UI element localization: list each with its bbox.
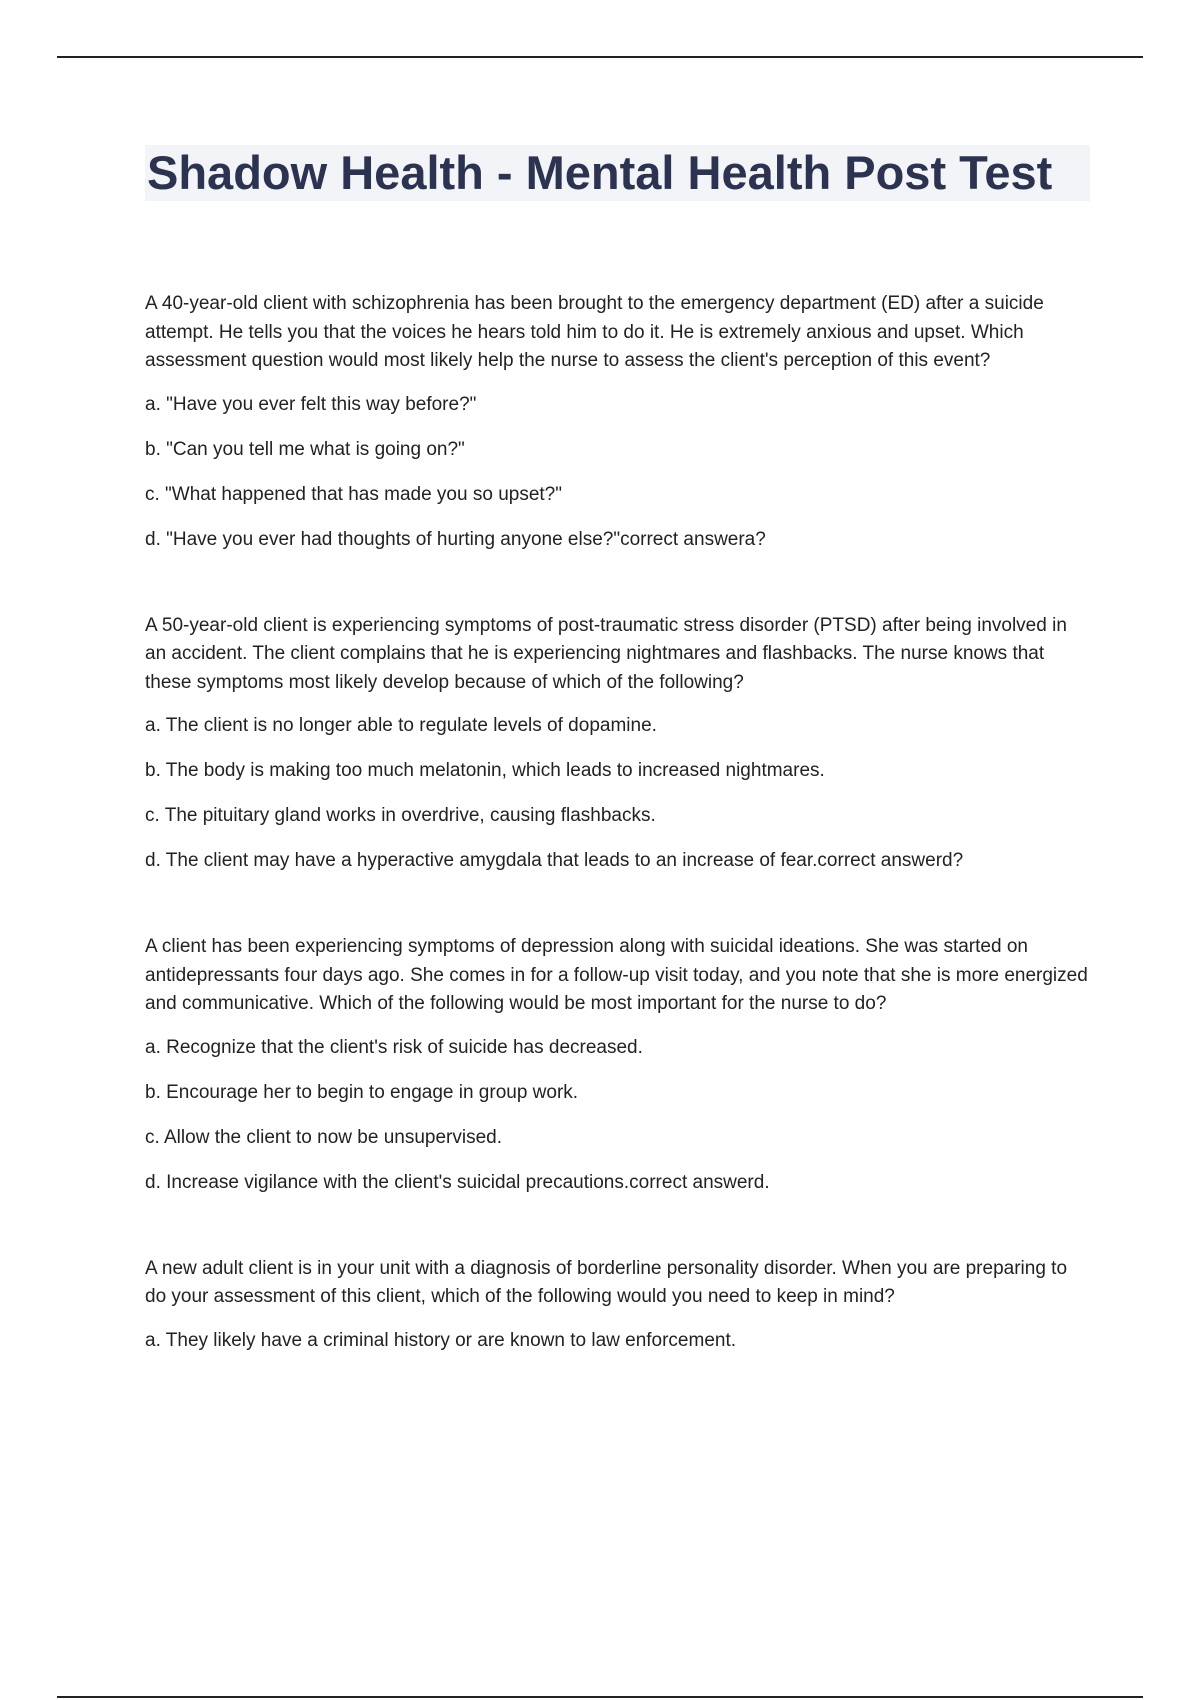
top-divider	[57, 56, 1143, 58]
option-d: d. "Have you ever had thoughts of hurting anyone else?"correct answera?	[145, 528, 766, 550]
title-banner	[145, 145, 1090, 201]
option-c: c. Allow the client to now be unsupervised.	[145, 1126, 502, 1148]
option-d: d. The client may have a hyperactive amygdala that leads to an increase of fear.correct answerd?	[145, 850, 964, 871]
question-text: A client has been experiencing symptoms of depression along with suicidal ideations. She was started on antidepressants four days ago. She comes in for a follow-up visit today, and you note that she is more energized and communicative. Which of the following would be most important for the nurse to do?	[145, 936, 1088, 1014]
option-c: c. The pituitary gland works in overdrive, causing flashbacks.	[145, 805, 656, 826]
question-text: A 40-year-old client with schizophrenia has been brought to the emergency department (ED) after a suicide attempt. He tells you that the voices he hears told him to do it. He is extremely anxious and upset. Which assessment question would most likely help the nurse to assess the client's perception of this event?	[145, 293, 1044, 371]
option-b: b. "Can you tell me what is going on?"	[145, 438, 465, 460]
question-1	[145, 290, 1090, 554]
question-text: A 50-year-old client is experiencing symptoms of post-traumatic stress disorder (PTSD) after being involved in an accident. The client complains that he is experiencing nightmares and flashbacks. The nurse knows that these symptoms most likely develop because of which of the following?	[145, 614, 1067, 693]
question-2	[145, 612, 1090, 876]
option-d: d. Increase vigilance with the client's suicidal precautions.correct answerd.	[145, 1171, 770, 1193]
question-list	[145, 290, 1090, 1413]
option-a: a. The client is no longer able to regulate levels of dopamine.	[145, 715, 657, 736]
question-4	[145, 1255, 1090, 1355]
option-c: c. "What happened that has made you so upset?"	[145, 483, 562, 505]
option-b: b. Encourage her to begin to engage in group work.	[145, 1081, 579, 1103]
option-a: a. Recognize that the client's risk of suicide has decreased.	[145, 1036, 643, 1058]
option-a: a. "Have you ever felt this way before?"	[145, 393, 477, 415]
page-title: Shadow Health - Mental Health Post Test	[147, 146, 1053, 199]
bottom-divider	[57, 1696, 1143, 1698]
option-a: a. They likely have a criminal history or are known to law enforcement.	[145, 1329, 737, 1351]
option-b: b. The body is making too much melatonin, which leads to increased nightmares.	[145, 760, 825, 781]
question-3	[145, 933, 1090, 1197]
question-text: A new adult client is in your unit with a diagnosis of borderline personality disorder. When you are preparing to do your assessment of this client, which of the following would you need to keep in mind?	[145, 1257, 1068, 1307]
